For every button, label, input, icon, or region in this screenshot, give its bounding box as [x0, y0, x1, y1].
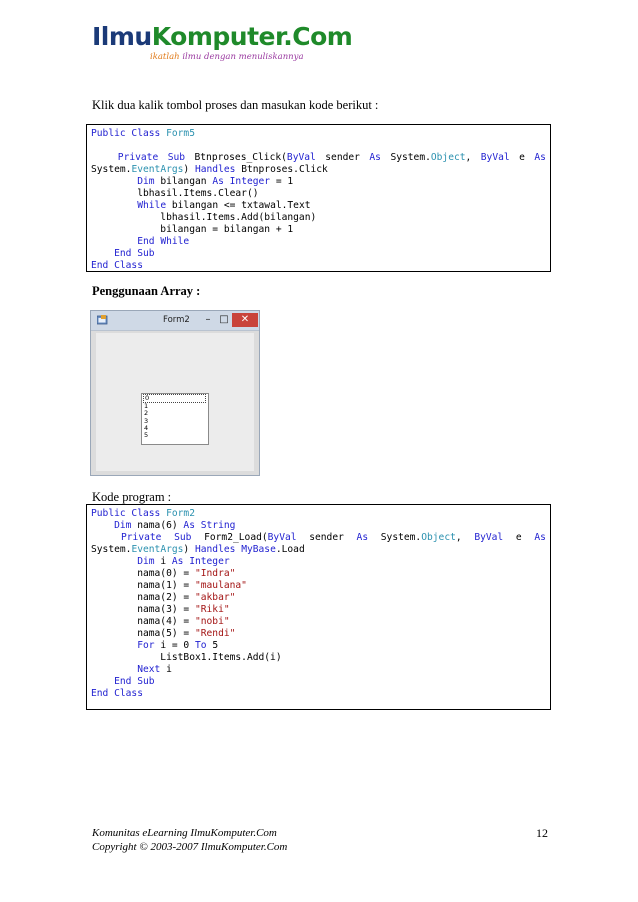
listbox-item[interactable]: 5: [144, 430, 149, 439]
code-line: End Sub: [114, 248, 155, 259]
code-line: While bilangan <= txtawal.Text: [137, 200, 311, 211]
page-number: 12: [536, 826, 548, 840]
listbox1[interactable]: [141, 393, 209, 445]
maximize-button[interactable]: □: [219, 314, 229, 325]
code-line: lbhasil.Items.Clear(): [91, 188, 259, 199]
code-block-form5: [86, 124, 551, 272]
array-heading: Penggunaan Array :: [92, 284, 201, 298]
code-line: Dim bilangan As Integer = 1: [137, 176, 294, 187]
window-caption: Form2: [163, 315, 190, 325]
code-line: nama(5) = "Rendi": [91, 628, 236, 639]
listbox-item[interactable]: 0: [143, 394, 206, 403]
form2-window-screenshot: [90, 310, 260, 476]
code-line: nama(4) = "nobi": [91, 616, 230, 627]
code-line: nama(3) = "Riki": [91, 604, 230, 615]
code-line: End Class: [91, 260, 143, 271]
footer-community: Komunitas eLearning IlmuKomputer.Com: [92, 827, 277, 839]
intro-paragraph: Klik dua kalik tombol proses dan masukan kode berikut :: [92, 98, 379, 112]
code-line: System.EventArgs) Handles Btnproses.Click: [91, 164, 328, 175]
code-token: sender: [309, 532, 344, 543]
code-token: e: [519, 152, 525, 163]
code-line: nama(1) = "maulana": [91, 580, 247, 591]
code-line: [91, 140, 546, 152]
logo-title: IlmuKomputer.Com: [92, 22, 353, 51]
code-line: Dim i As Integer: [137, 556, 230, 567]
code-token: As: [534, 532, 546, 543]
code-line: lbhasil.Items.Add(bilangan): [91, 212, 317, 223]
app-icon: [97, 315, 108, 325]
code-token: As: [534, 152, 546, 163]
code-token: Private: [117, 152, 159, 163]
minimize-button[interactable]: –: [205, 314, 211, 325]
listbox-item[interactable]: 1: [144, 402, 149, 411]
listbox-item[interactable]: 4: [144, 423, 149, 432]
code-line: End Sub: [114, 676, 155, 687]
code-token: System.Object,: [390, 152, 472, 163]
code-token: Sub: [174, 532, 192, 543]
code-line: For i = 0 To 5: [137, 640, 219, 651]
code-token: System.Object,: [380, 532, 462, 543]
code-line: Public Class Form2: [91, 508, 195, 519]
logo-tagline: ikatlah ilmu dengan menuliskannya: [150, 52, 304, 62]
code-line: System.EventArgs) Handles MyBase.Load: [91, 544, 305, 555]
code-token: Form2_Load(ByVal: [204, 532, 297, 543]
listbox-item[interactable]: 2: [144, 409, 149, 418]
window-titlebar: [91, 311, 259, 331]
code-line: ListBox1.Items.Add(i): [91, 652, 282, 663]
footer-copyright: Copyright © 2003-2007 IlmuKomputer.Com: [92, 841, 288, 853]
code-token: ByVal: [474, 532, 504, 543]
code-line: bilangan = bilangan + 1: [91, 224, 294, 235]
code-line: [91, 152, 546, 164]
code-token: ByVal: [480, 152, 510, 163]
code-token: Private: [121, 532, 162, 543]
code-label: Kode program :: [92, 490, 172, 504]
close-button[interactable]: ✕: [232, 313, 258, 327]
code-line: Public Class Form5: [91, 128, 195, 139]
code-block-form2: [86, 504, 551, 710]
code-line: End While: [137, 236, 190, 247]
code-token: As: [356, 532, 369, 543]
listbox-item[interactable]: 3: [144, 416, 149, 425]
code-token: sender: [325, 152, 360, 163]
code-token: As: [369, 152, 381, 163]
site-logo: [92, 22, 353, 72]
code-line: nama(0) = "Indra": [91, 568, 236, 579]
window-client-area: [96, 333, 254, 471]
code-line: End Class: [91, 688, 143, 699]
code-line: Dim nama(6) As String: [114, 520, 236, 531]
code-line: nama(2) = "akbar": [91, 592, 236, 603]
code-line: [91, 532, 546, 544]
code-line: Next i: [137, 664, 172, 675]
code-token: e: [515, 532, 522, 543]
footer: [92, 826, 287, 854]
code-token: Btnproses_Click(ByVal: [194, 152, 316, 163]
code-token: Sub: [167, 152, 186, 163]
